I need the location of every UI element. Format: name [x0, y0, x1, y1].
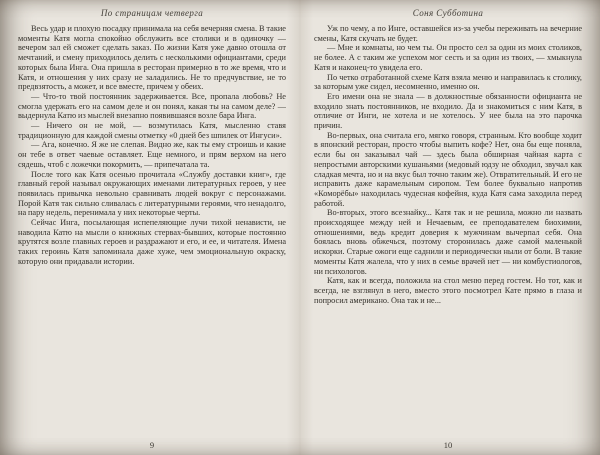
paragraph: — Ничего он не мой, — возмутилась Катя, мысленно ставя традиционную для каждой смены отметку «0 дней без шпилек от Ингуси».: [18, 121, 286, 140]
left-page-body: [18, 24, 286, 422]
paragraph: После того как Катя осенью прочитала «Службу доставки книг», где главный герой называл окружающих именами литературных героев, у нее появилась привычка невольно сравнивать людей вокруг с персонажами. Порой Катя так сильно сливалась с литературными героями, что ненадолго, на пару недель, перенимала у них некоторые черты.: [18, 169, 286, 218]
right-page-body: [314, 24, 582, 422]
right-page-header: Соня Субботина: [412, 8, 484, 18]
left-page-number: 9: [149, 440, 155, 450]
paragraph: По четко отработанной схеме Катя взяла меню и направилась к столику, за которым уже сидел, несомненно, именно он.: [314, 72, 582, 92]
paragraph: — Мне и комнаты, но чем ты. Он просто сел за один из моих столиков, не более. А с таким же успехом мог сесть и за один из твоих, — хмыкнула Катя и наконец-то увидела его.: [314, 43, 582, 72]
paragraph: Уж по чему, а по Инге, оставшейся из-за учебы переживать на вечерние смены, Катя скучать не будет.: [314, 24, 582, 43]
paragraph: Весь удар и плохую посадку принимала на себя вечерняя смена. В такие моменты Катя могла спокойно обслужить все столики и в одиночку — вечером зал ей сможет сделать заказ. По жизни Катя уже давно отошла от мечтаний, и смену приходилось делить с несколькими официантами, среди которых была Инга. Она пришла в ресторан примерно в то же время, что и Катя, и отношения у них сразу не заладились. Не то предчувствие, не то предвзятость, а может, и все вместе, причем у обеих.: [18, 24, 286, 92]
left-page[interactable]: [14, 6, 290, 455]
paragraph: Катя, как и всегда, положила на стол меню перед гостем. Но тот, как и всегда, не взглянул в него, вместо этого посмотрел Кате прямо в глаза и попросил американо. Она так и не...: [314, 276, 582, 305]
right-page-number: 10: [443, 440, 453, 450]
paragraph: — Ага, конечно. Я же не слепая. Видно же, как ты ему строишь и какие он тебе в ответ чаевые оставляет. Еще немного, и прям верхом на него сядешь, чтоб с ложечки покормить, — припечатала та.: [18, 140, 286, 169]
left-page-header: По страницам четверга: [100, 8, 204, 18]
paragraph: Сейчас Инга, посылающая испепеляющие лучи тихой ненависти, не наводила Катю на мысли о книжных стервах-бывших, которые постоянно крутятся возле главных героев и раздражают и его, и ее, и читателя. Имена таких героинь Катя запоминала даже хуже, чем эмоциональную окраску, которую они придавали истории.: [18, 218, 286, 266]
right-page[interactable]: [310, 6, 586, 455]
paragraph: Во-вторых, этого всезнайку... Катя так и не решила, можно ли назвать происходящее между ней и Нечаевым, ее преподавателем биохимии, отношениями, ведь кредит доверия к мужчинам вычерпал себя. Она боялась вновь обжечься, поэтому сторонилась даже самой маленькой искорки. Старые ожоги еще саднили и периодически ныли от боли. В такие моменты Катя жалела, что у них в семье врачей нет — ни комбустиологов, ни психологов.: [314, 208, 582, 276]
paragraph: Его имени она не знала — в должностные обязанности официанта не входило знать постоянников, не входило. Да и знакомиться с ним Катя, в отличие от Инги, не хотела и не хотелось. У нее была на это парочка причин.: [314, 91, 582, 131]
paragraph: — Что-то твой постоянник задерживается. Все, пропала любовь? Не смогла удержать его на самом деле и он понял, какая ты на самом деле? — выдернула Катю из мыслей внезапно появившаяся возле бара Инга.: [18, 91, 286, 121]
paragraph: Во-первых, она считала его, мягко говоря, странным. Кто вообще ходит в японский ресторан, просто чтобы выпить кофе? Нет, она бы еще поняла, если бы он заказывал чай — здесь была обширная чайная карта с непростыми авторскими кушаньями (медовый юдзу не обходил, звучал как сладкая мечта, но и на вкус был точно таким же). Отвратительный. И его не исправить даже карамельным сиропом. Тем более буквально напротив «Коморёбы» находилась чудесная кофейня, куда Катя сама заходила перед работой.: [314, 130, 582, 208]
